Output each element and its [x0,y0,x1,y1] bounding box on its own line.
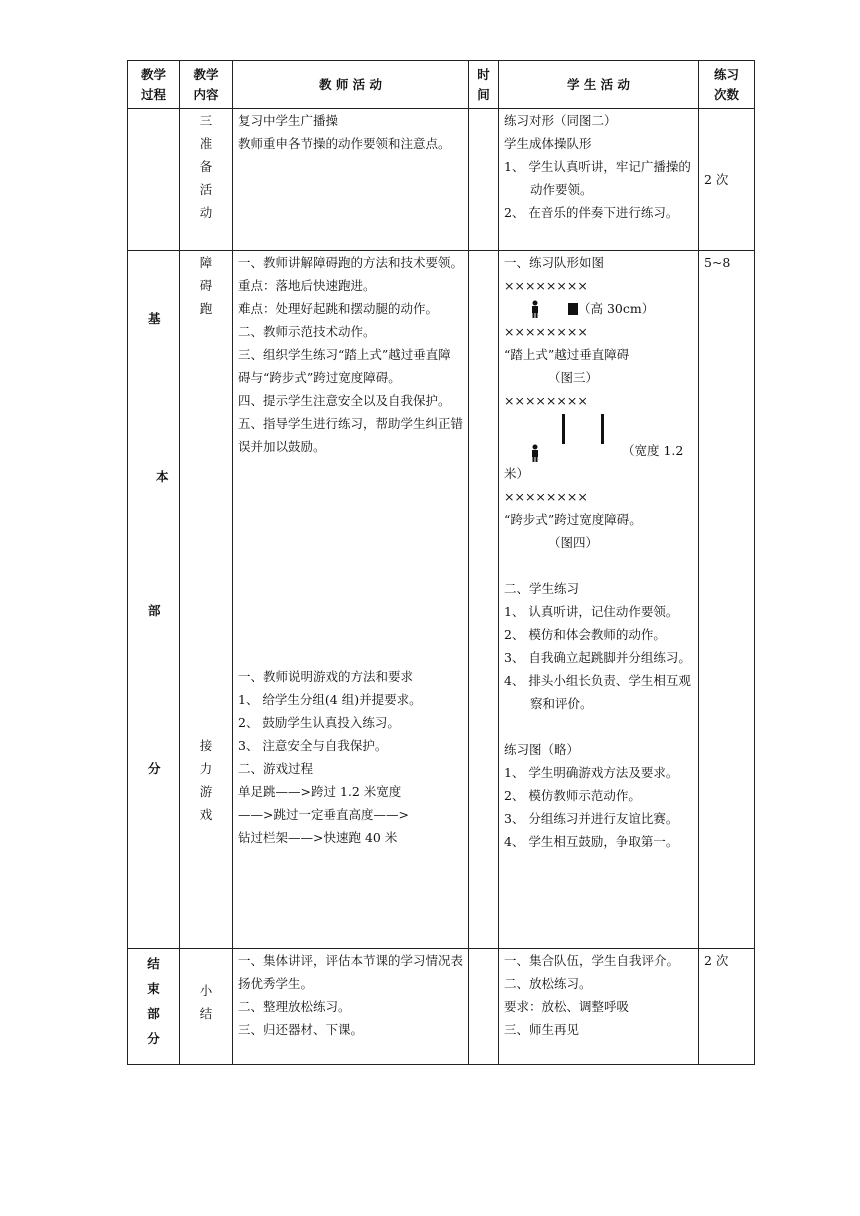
row2-teacher-line: 五、指导学生进行练习，帮助学生纠正错误并加以鼓励。 [238,416,464,454]
row2-student [499,251,699,949]
header-process [128,61,180,109]
row2-student-line: 二、学生练习 [504,581,580,596]
row2-content-char: 跑 [199,301,213,316]
row2-count [699,251,755,949]
row2-content [180,251,233,949]
row2-teacher-line: 四、提示学生注意安全以及自我保护。 [238,393,451,408]
row2-student-item: 2、 模仿和体会教师的动作。 [504,627,666,642]
row2-student-line: 练习图（略） [504,742,580,757]
formation-crosses: ×××××××× [504,489,588,504]
row2-teacher-game-head: 一、教师说明游戏的方法和要求 [238,669,414,684]
row1-student-line: 学生成体操队形 [504,136,592,151]
person-icon [530,444,540,462]
row3-student-line: 要求：放松、调整呼吸 [504,999,630,1014]
row1-content [180,109,233,251]
hurdle-block-icon [568,303,578,315]
header-student [499,61,699,109]
formation-crosses: ×××××××× [504,278,588,293]
row3-content-char: 小 [199,983,213,998]
row2-teacher-line: 一、教师讲解障碍跑的方法和技术要领。 [238,255,464,270]
row3-student-line: 二、放松练习。 [504,976,592,991]
figure-caption: （图三） [548,370,599,385]
row2-content-char: 碍 [199,278,213,293]
vertical-bar-icon [562,414,565,444]
row2-teacher-game-item: 3、 注意安全与自我保护。 [238,738,388,753]
formation-crosses: ×××××××× [504,324,588,339]
person-icon [530,300,540,318]
row-main [128,251,755,949]
row2-student-item: 3、 自我确立起跳脚并分组练习。 [504,650,691,665]
header-content [180,61,233,109]
header-teacher [233,61,469,109]
row3-process-char: 束 [147,981,160,996]
row3-count-value: 2 次 [704,953,729,968]
row2-content-char: 障 [199,255,213,270]
row2-process [128,251,180,949]
figure-vertical-hurdle [504,297,693,320]
row1-teacher [233,109,469,251]
row2-teacher-line: 三、组织学生练习“踏上式”越过垂直障碍与“跨步式”跨过宽度障碍。 [238,347,451,385]
row1-student-item: 1、 学生认真听讲，牢记广播操的动作要领。 [504,159,691,197]
row1-content-char: 活 [199,182,213,197]
header-process-line2: 过程 [140,86,166,102]
row2-teacher-line: 二、教师示范技术动作。 [238,324,376,339]
header-teacher-label: 教 师 活 动 [318,76,383,92]
row3-process-char: 结 [147,956,160,971]
row2-content-char: 游 [199,784,213,799]
row1-content-char: 动 [199,205,213,220]
row3-teacher-line: 一、集体讲评，评估本节课的学习情况表扬优秀学生。 [238,953,464,991]
row2-teacher-game-item: 1、 给学生分组(4 组)并提要求。 [238,692,422,707]
header-time-line1: 时 [477,66,490,82]
header-count-line2: 次数 [713,86,739,102]
row3-teacher-line: 二、整理放松练习。 [238,999,351,1014]
row1-teacher-line: 教师重申各节操的动作要领和注意点。 [238,136,451,151]
row2-student-item: 3、 分组练习并进行友谊比赛。 [504,811,679,826]
row2-teacher-game-line: 钻过栏架——>快速跑 40 米 [238,830,398,845]
row2-teacher-game-line: ——>跳过一定垂直高度——> [238,807,409,822]
row1-student [499,109,699,251]
figure-height-label: （高 30cm） [578,301,655,316]
row1-content-char: 三 [199,113,213,128]
header-process-line1: 教学 [140,66,166,82]
figure-width-label-cont: 米） [504,466,530,481]
row3-teacher-line: 三、归还器材、下课。 [238,1022,364,1037]
row-warmup [128,109,755,251]
row3-count [699,949,755,1065]
row1-time [469,109,499,251]
row2-teacher-game-line: 二、游戏过程 [238,761,314,776]
row1-count-value: 2 次 [704,172,729,187]
row1-count [699,109,755,251]
row2-teacher-game-line: 单足跳——>跨过 1.2 米宽度 [238,784,402,799]
row3-teacher [233,949,469,1065]
row2-student-line: 一、练习队形如图 [504,255,605,270]
row1-student-line: 练习对形（同图二） [504,113,617,128]
row3-content [180,949,233,1065]
header-content-line1: 教学 [193,66,219,82]
row2-student-item: 1、 学生明确游戏方法及要求。 [504,765,679,780]
row2-count-value: 5~8 [704,255,731,270]
row2-teacher-line: 重点：落地后快速跑进。 [238,278,376,293]
vertical-bar-icon [601,414,604,444]
row2-content-char: 力 [199,761,213,776]
header-time-line2: 间 [477,86,490,102]
lesson-plan-table [127,60,755,1065]
figure-width-hurdle [504,412,693,462]
row2-process-char: 本 [156,469,169,484]
row1-content-char: 准 [199,136,213,151]
row2-process-char: 基 [148,311,161,326]
row2-student-item: 2、 模仿教师示范动作。 [504,788,641,803]
row2-student-item: 1、 认真听讲，记住动作要领。 [504,604,679,619]
row2-student-item: 4、 学生相互鼓励，争取第一。 [504,834,679,849]
row1-student-item: 2、 在音乐的伴奏下进行练习。 [504,205,679,220]
row2-content-char: 接 [199,738,213,753]
row2-teacher-line: 难点：处理好起跳和摆动腿的动作。 [238,301,439,316]
row3-content-char: 结 [199,1006,213,1021]
header-content-line2: 内容 [193,86,219,102]
row2-content-char: 戏 [199,807,213,822]
row1-content-char: 备 [199,159,213,174]
row2-student-item: 4、 排头小组长负责、学生相互观察和评价。 [504,673,691,711]
row2-teacher [233,251,469,949]
formation-crosses: ×××××××× [504,393,588,408]
row3-student-line: 三、师生再见 [504,1022,580,1037]
row2-time [469,251,499,949]
figure-width-label: （宽度 1.2 [622,443,684,458]
row3-time [469,949,499,1065]
row3-student [499,949,699,1065]
header-row [128,61,755,109]
row2-teacher-game-item: 2、 鼓励学生认真投入练习。 [238,715,400,730]
header-student-label: 学 生 活 动 [566,76,631,92]
row3-process-char: 分 [147,1031,160,1046]
header-count-line1: 练习 [713,66,739,82]
row1-process [128,109,180,251]
header-time [469,61,499,109]
header-count [699,61,755,109]
row1-teacher-line: 复习中学生广播操 [238,113,339,128]
row3-process [128,949,180,1065]
row2-process-char: 部 [148,603,161,618]
row2-process-char: 分 [148,761,161,776]
row3-student-line: 一、集合队伍，学生自我评介。 [504,953,680,968]
row3-process-char: 部 [147,1006,160,1021]
row2-student-line: “踏上式”越过垂直障碍 [504,347,630,362]
row2-student-line: “跨步式”跨过宽度障碍。 [504,512,642,527]
figure-caption: （图四） [548,535,599,550]
row-closing [128,949,755,1065]
